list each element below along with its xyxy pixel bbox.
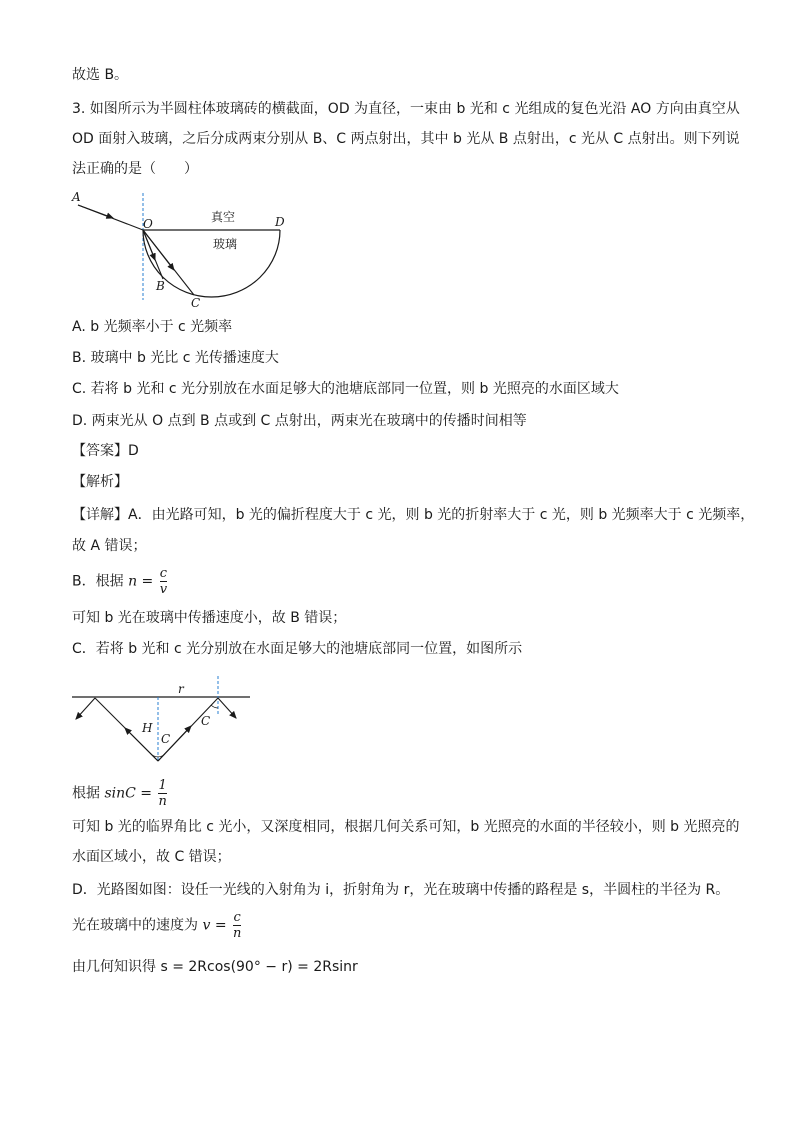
detail-sin-line (72, 778, 167, 809)
label-o: O (143, 217, 153, 231)
b-formula-fraction (160, 566, 167, 597)
label-c-top: C (201, 714, 211, 728)
analysis-tag: 【解析】 (72, 474, 128, 490)
detail-d-line: D．光路图如图：设任一光线的入射角为 i，折射角为 r，光在玻璃中传播的路程是 s，半圆柱的半径为 R。 (72, 882, 730, 898)
label-c-bottom: C (161, 732, 171, 746)
label-glass: 玻璃 (213, 237, 238, 251)
intro-line: 故选 B。 (72, 67, 129, 83)
question-line-2: OD 面射入玻璃，之后分成两束分别从 B、C 两点射出，其中 b 光从 B 点射出，c 光从 C 点射出。则下列说 (72, 131, 740, 147)
detail-line-2: 故 A 错误； (72, 538, 147, 554)
right-reflected-ray (218, 698, 236, 718)
angle-arc-top (211, 705, 218, 708)
sin-fraction (158, 778, 166, 809)
speed-lhs: v = (202, 917, 227, 934)
speed-prefix: 光在玻璃中的速度为 (72, 917, 198, 934)
detail-line-1: 【详解】A．由光路可知，b 光的偏折程度大于 c 光，则 b 光的折射率大于 c 光，则 b 光频率大于 c 光频率， (72, 507, 755, 523)
detail-c-conclusion-2: 水面区域小，故 C 错误； (72, 849, 231, 865)
detail-c-conclusion-1: 可知 b 光的临界角比 c 光小，又深度相同，根据几何关系可知，b 光照亮的水面的半径较小，则 b 光照亮的 (72, 819, 740, 835)
question-line-3: 法正确的是（ ） (72, 161, 198, 177)
speed-num: c (233, 910, 241, 925)
detail-b-conclusion: 可知 b 光在玻璃中传播速度小，故 B 错误； (72, 610, 347, 626)
detail-geo-line: 由几何知识得 s = 2Rcos(90° − r) = 2Rsinr (72, 959, 358, 975)
detail-speed-line (72, 910, 241, 941)
figure-critical-angle (70, 676, 260, 771)
speed-den: n (233, 926, 242, 941)
sin-num: 1 (158, 778, 167, 793)
option-a: A. b 光频率小于 c 光频率 (72, 319, 233, 335)
option-b: B. 玻璃中 b 光比 c 光传播速度大 (72, 350, 279, 366)
label-h: H (142, 721, 153, 735)
b-formula-lhs: n = (128, 573, 154, 590)
label-d: D (275, 215, 285, 229)
b-formula-den: v (159, 582, 168, 597)
option-c: C. 若将 b 光和 c 光分别放在水面足够大的池塘底部同一位置，则 b 光照亮的水面区域大 (72, 381, 619, 397)
label-r: r (178, 682, 184, 696)
figure-semicircle-glass (70, 188, 300, 313)
option-d: D. 两束光从 O 点到 B 点或到 C 点射出，两束光在玻璃中的传播时间相等 (72, 413, 527, 429)
b-formula-num: c (159, 566, 168, 581)
sin-prefix: 根据 (72, 785, 100, 802)
question-line-1: 3. 如图所示为半圆柱体玻璃砖的横截面，OD 为直径，一束由 b 光和 c 光组成的复色光沿 AO 方向由真空从 (72, 101, 740, 117)
sin-lhs: sinC = (104, 785, 153, 802)
label-c: C (191, 296, 201, 310)
b-prefix: B．根据 (72, 573, 124, 590)
left-reflected-ray (76, 698, 95, 719)
label-vacuum: 真空 (211, 210, 236, 224)
detail-b-line (72, 566, 167, 597)
label-b: B (156, 279, 165, 293)
sin-den: n (158, 794, 167, 809)
answer-line: 【答案】D (72, 443, 139, 459)
speed-fraction (233, 910, 241, 941)
detail-c-line: C．若将 b 光和 c 光分别放在水面足够大的池塘底部同一位置，如图所示 (72, 641, 523, 657)
label-a: A (72, 190, 81, 204)
